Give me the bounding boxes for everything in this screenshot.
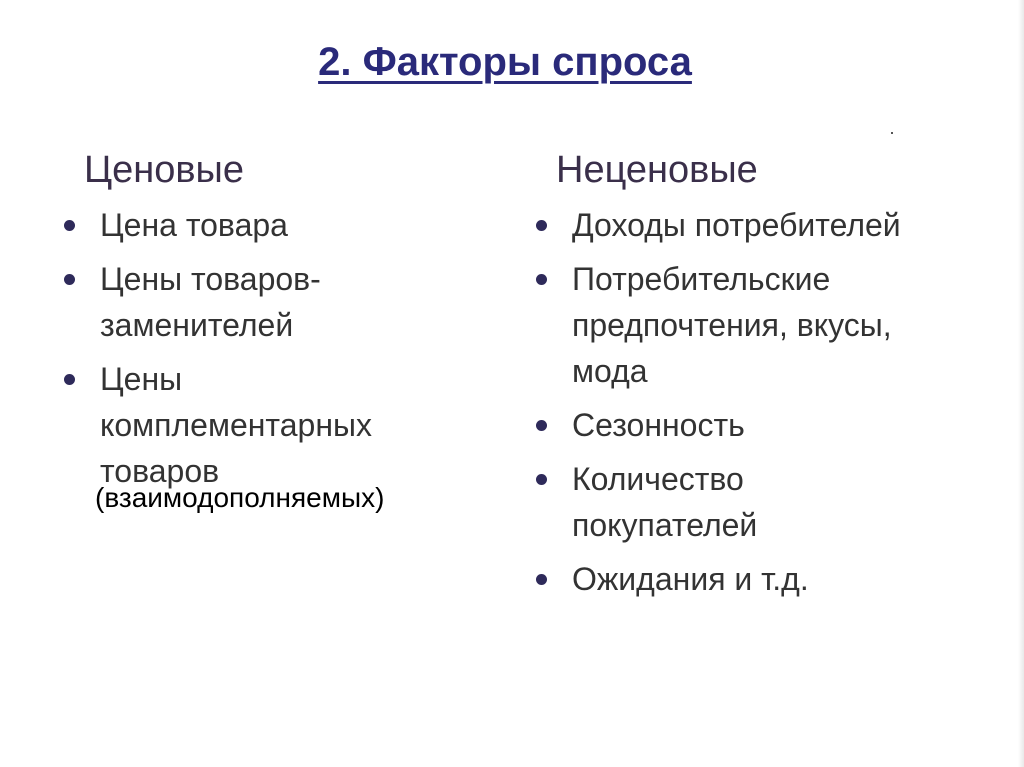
price-factors-column <box>58 148 478 502</box>
list-item <box>530 402 970 448</box>
bullet-icon <box>64 274 75 285</box>
list-item <box>530 202 970 248</box>
bullet-icon <box>536 220 547 231</box>
list-item <box>58 202 478 248</box>
complementary-note: (взаимодополняемых) <box>95 482 385 513</box>
list-item-text: Цены комплементарных товаров <box>100 361 372 489</box>
bullet-icon <box>536 474 547 485</box>
list-item <box>530 556 970 602</box>
list-item <box>58 356 478 494</box>
stray-mark <box>891 132 893 134</box>
non-price-factors-list <box>530 202 970 602</box>
bullet-icon <box>64 220 75 231</box>
list-item-text: Цены товаров- заменителей <box>100 261 321 343</box>
list-item-text: Потребительские предпочтения, вкусы, мода <box>572 261 892 389</box>
price-factors-list <box>58 202 478 494</box>
bullet-icon <box>536 574 547 585</box>
list-item-text: Количество покупателей <box>572 461 758 543</box>
list-item <box>530 256 970 394</box>
non-price-factors-heading: Неценовые <box>556 149 758 191</box>
price-factors-heading: Ценовые <box>84 149 244 191</box>
list-item-text: Доходы потребителей <box>572 207 901 243</box>
bullet-icon <box>64 374 75 385</box>
bullet-icon <box>536 274 547 285</box>
list-item-text: Ожидания и т.д. <box>572 561 809 597</box>
list-item <box>530 456 970 548</box>
slide-edge <box>1018 0 1024 767</box>
bullet-icon <box>536 420 547 431</box>
non-price-factors-column <box>530 148 970 610</box>
list-item-text: Сезонность <box>572 407 745 443</box>
list-item-text: Цена товара <box>100 207 288 243</box>
list-item <box>58 256 478 348</box>
slide-title: 2. Факторы спроса <box>318 40 692 84</box>
